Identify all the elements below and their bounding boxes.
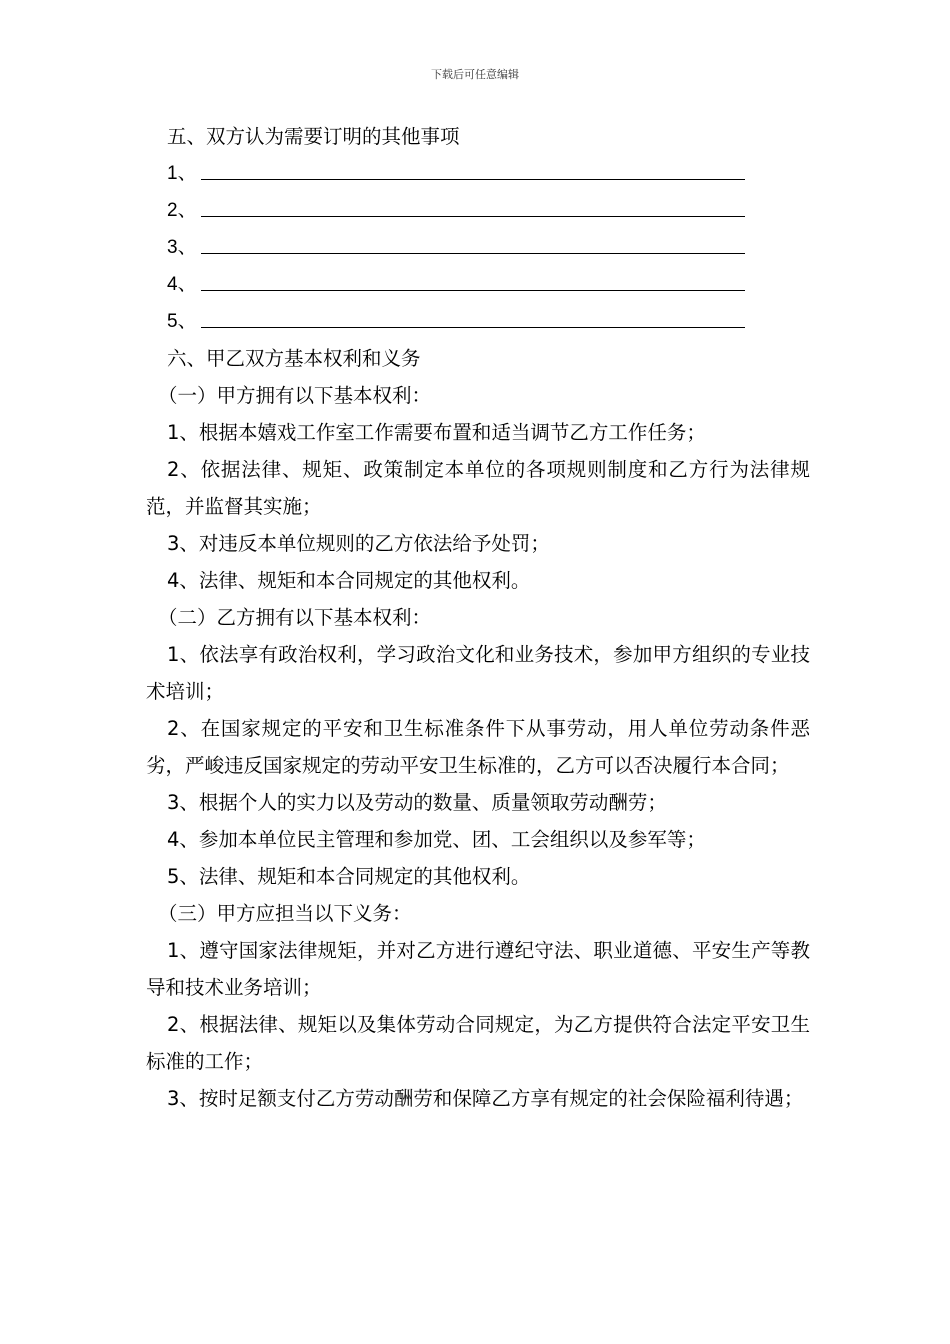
subsection-1-item-3: 3、对违反本单位规则的乙方依法给予处罚；: [167, 532, 550, 555]
subsection-3-item-2: 2、根据法律、规矩以及集体劳动合同规定，为乙方提供符合法定平安卫生标准的工作；: [146, 1013, 810, 1073]
blank-number: 3、: [167, 237, 197, 258]
subsection-2-item-4: 4、参加本单位民主管理和参加党、团、工会组织以及参军等；: [167, 828, 706, 851]
subsection-2-item-2: 2、在国家规定的平安和卫生标准条件下从事劳动，用人单位劳动条件恶劣，严峻违反国家规定的劳动平安卫生标准的，乙方可以否决履行本合同；: [146, 717, 810, 777]
blank-number: 1、: [167, 163, 197, 184]
blank-row-5: [146, 303, 810, 340]
blank-row-3: [146, 229, 810, 266]
fill-in-blank-line: [201, 253, 745, 254]
blank-row-4: [146, 266, 810, 303]
document-body: [146, 118, 810, 1117]
blank-number: 2、: [167, 200, 197, 221]
blank-number: 5、: [167, 311, 197, 332]
fill-in-blank-line: [201, 290, 745, 291]
subsection-3-item-3: 3、按时足额支付乙方劳动酬劳和保障乙方享有规定的社会保险福利待遇；: [167, 1087, 804, 1110]
subsection-2-item-3: 3、根据个人的实力以及劳动的数量、质量领取劳动酬劳；: [167, 791, 667, 814]
blank-number: 4、: [167, 274, 197, 295]
blank-row-1: [146, 155, 810, 192]
blank-row-2: [146, 192, 810, 229]
subsection-2-item-1: 1、依法享有政治权利，学习政治文化和业务技术，参加甲方组织的专业技术培训；: [146, 643, 810, 703]
section-6-title: 六、甲乙双方基本权利和义务: [167, 347, 421, 370]
subsection-2-title: （二）乙方拥有以下基本权利：: [158, 606, 432, 629]
fill-in-blank-line: [201, 216, 745, 217]
subsection-1-item-2: 2、依据法律、规矩、政策制定本单位的各项规则制度和乙方行为法律规范，并监督其实施；: [146, 458, 810, 518]
fill-in-blank-line: [201, 327, 745, 328]
page-header: 下载后可任意编辑: [431, 68, 519, 81]
subsection-2-item-5: 5、法律、规矩和本合同规定的其他权利。: [167, 865, 531, 888]
fill-in-blank-line: [201, 179, 745, 180]
section-5-title: 五、双方认为需要订明的其他事项: [167, 125, 460, 148]
subsection-1-item-1: 1、根据本嬉戏工作室工作需要布置和适当调节乙方工作任务；: [167, 421, 706, 444]
subsection-3-title: （三）甲方应担当以下义务：: [158, 902, 412, 925]
subsection-3-item-1: 1、遵守国家法律规矩，并对乙方进行遵纪守法、职业道德、平安生产等教导和技术业务培训；: [146, 939, 810, 999]
subsection-1-item-4: 4、法律、规矩和本合同规定的其他权利。: [167, 569, 531, 592]
subsection-1-title: （一）甲方拥有以下基本权利：: [158, 384, 432, 407]
